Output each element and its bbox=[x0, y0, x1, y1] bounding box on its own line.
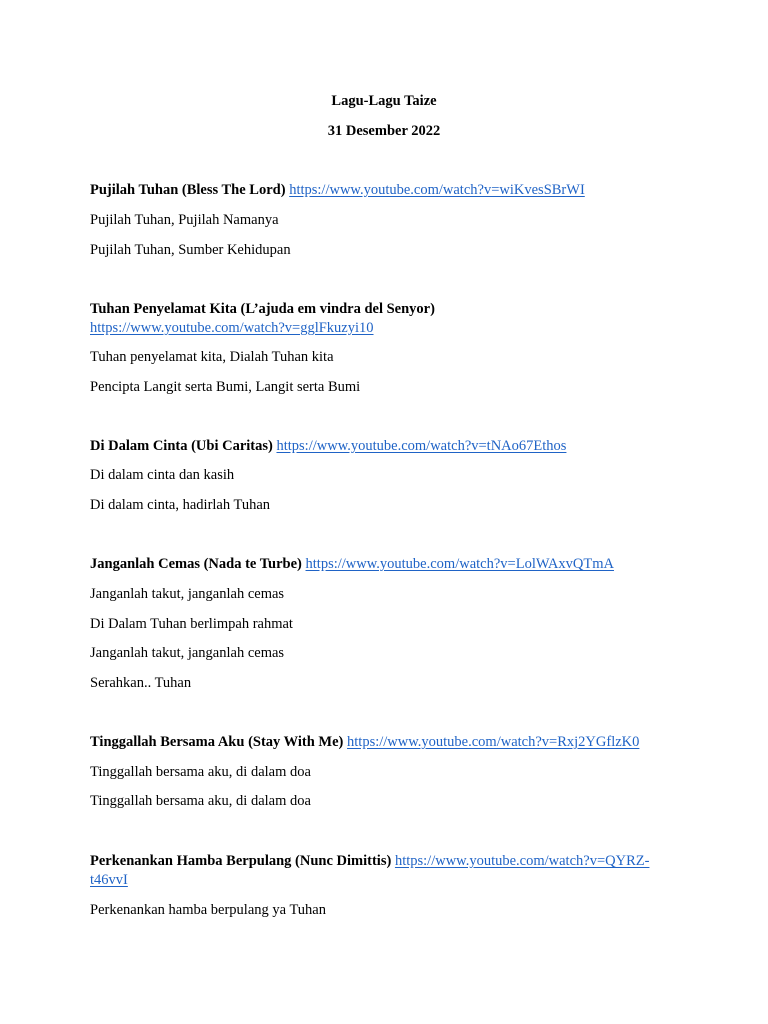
youtube-link[interactable]: https://www.youtube.com/watch?v=gglFkuzyi10 bbox=[90, 320, 374, 336]
youtube-link[interactable]: https://www.youtube.com/watch?v=Rxj2YGflzK0 bbox=[347, 734, 640, 750]
lyric-line: Tuhan penyelamat kita, Dialah Tuhan kita bbox=[90, 349, 334, 365]
song-title: Tuhan Penyelamat Kita (L’ajuda em vindra del Senyor) bbox=[90, 301, 435, 317]
lyric-line: Pencipta Langit serta Bumi, Langit serta Bumi bbox=[90, 379, 361, 395]
youtube-link[interactable]: https://www.youtube.com/watch?v=LolWAxvQTmA bbox=[305, 556, 614, 572]
document-date: 31 Desember 2022 bbox=[327, 123, 441, 139]
youtube-link[interactable]: https://www.youtube.com/watch?v=QYRZ-t46vvI bbox=[90, 853, 650, 888]
lyric-line: Janganlah takut, janganlah cemas bbox=[90, 645, 285, 661]
lyric-line: Di Dalam Tuhan berlimpah rahmat bbox=[90, 616, 293, 632]
youtube-link[interactable]: https://www.youtube.com/watch?v=tNAo67Ethos bbox=[276, 438, 567, 454]
song-heading bbox=[90, 181, 680, 200]
song-title: Tinggallah Bersama Aku (Stay With Me) bbox=[90, 734, 344, 750]
lyric-line: Pujilah Tuhan, Sumber Kehidupan bbox=[90, 242, 291, 258]
song-title: Di Dalam Cinta (Ubi Caritas) bbox=[90, 438, 273, 454]
lyric-line: Di dalam cinta, hadirlah Tuhan bbox=[90, 497, 271, 513]
song-heading bbox=[90, 555, 680, 574]
lyric-line: Di dalam cinta dan kasih bbox=[90, 467, 235, 483]
song-title: Perkenankan Hamba Berpulang (Nunc Dimittis) bbox=[90, 853, 392, 869]
song-heading bbox=[90, 852, 680, 890]
lyric-line: Tinggallah bersama aku, di dalam doa bbox=[90, 793, 311, 809]
lyric-line: Pujilah Tuhan, Pujilah Namanya bbox=[90, 212, 279, 228]
document-title: Lagu-Lagu Taize bbox=[331, 93, 437, 109]
lyric-line: Tinggallah bersama aku, di dalam doa bbox=[90, 764, 311, 780]
song-heading bbox=[90, 733, 680, 752]
lyric-line: Perkenankan hamba berpulang ya Tuhan bbox=[90, 902, 326, 918]
song-title: Pujilah Tuhan (Bless The Lord) bbox=[90, 182, 286, 198]
youtube-link[interactable]: https://www.youtube.com/watch?v=wiKvesSBrWI bbox=[289, 182, 585, 198]
song-heading bbox=[90, 300, 490, 338]
lyric-line: Janganlah takut, janganlah cemas bbox=[90, 586, 285, 602]
song-heading bbox=[90, 437, 680, 456]
song-title: Janganlah Cemas (Nada te Turbe) bbox=[90, 556, 302, 572]
lyric-line: Serahkan.. Tuhan bbox=[90, 675, 192, 691]
